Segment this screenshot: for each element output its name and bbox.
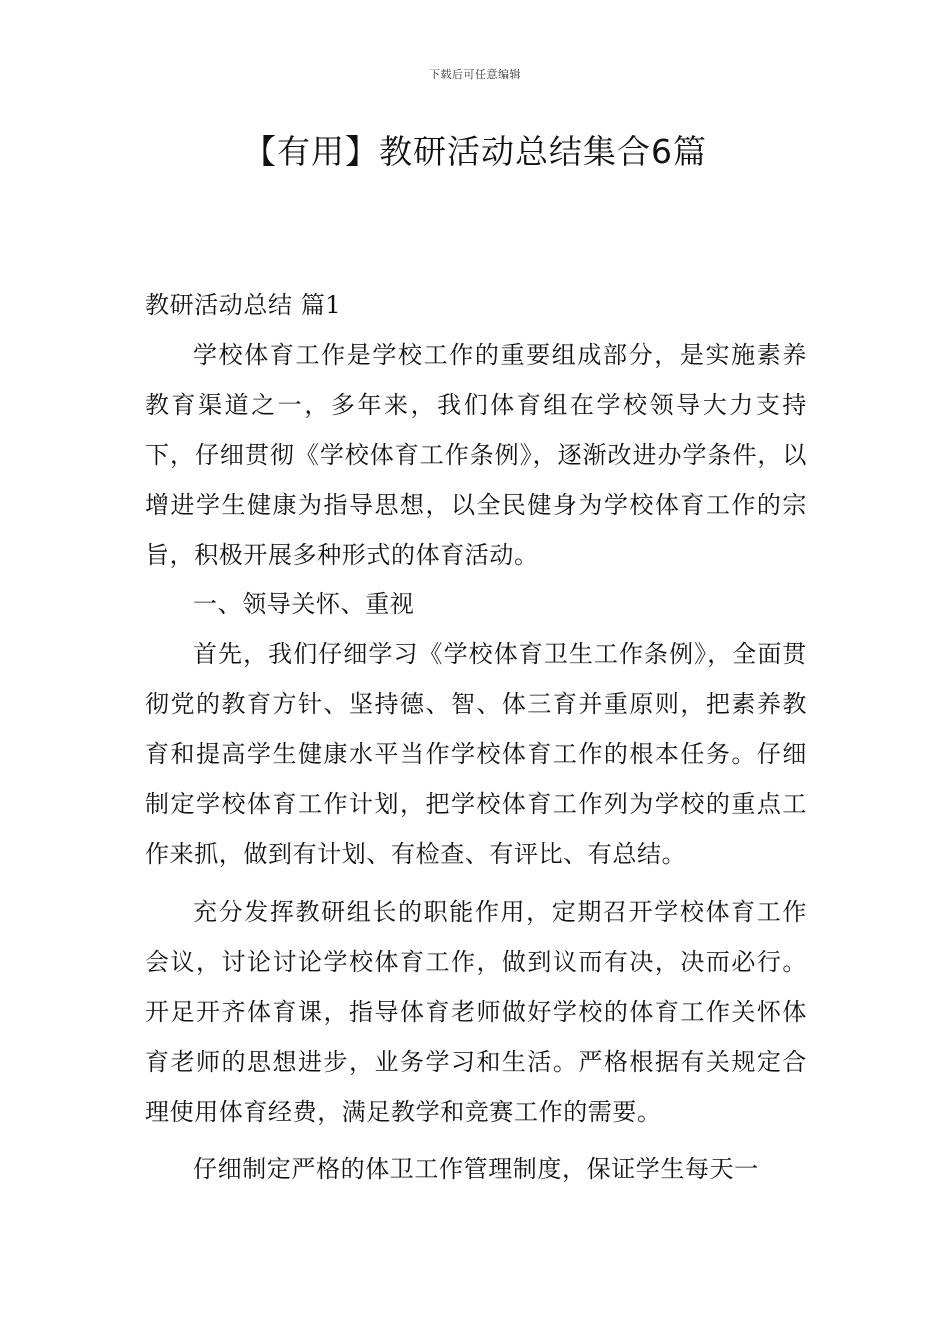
paragraph-second: 充分发挥教研组长的职能作用，定期召开学校体育工作会议，讨论讨论学校体育工作，做到议而有决，决而必行。开足开齐体育课，指导体育老师做好学校的体育工作关怀体育老师的思想进步，业务学习和生活。严格根据有关规定合理使用体育经费，满足教学和竞赛工作的需要。 (145, 897, 807, 1126)
document-title: 【有用】教研活动总结集合6篇 (243, 132, 707, 171)
paragraph-first: 首先，我们仔细学习《学校体育卫生工作条例》，全面贯彻党的教育方针、坚持德、智、体三育并重原则，把素养教育和提高学生健康水平当作学校体育工作的根本任务。仔细制定学校体育工作计划，把学校体育工作列为学校的重点工作来抓，做到有计划、有检查、有评比、有总结。 (145, 640, 807, 868)
paragraph-intro: 学校体育工作是学校工作的重要组成部分，是实施素养教育渠道之一，多年来，我们体育组在学校领导大力支持下，仔细贯彻《学校体育工作条例》，逐渐改进办学条件，以增进学生健康为指导思想，以全民健身为学校体育工作的宗旨，积极开展多种形式的体育活动。 (145, 340, 807, 569)
subheading-leadership: 一、领导关怀、重视 (193, 590, 415, 619)
document-body (145, 281, 807, 1195)
header-note: 下载后可任意编辑 (429, 68, 521, 81)
section-heading: 教研活动总结 篇1 (145, 291, 342, 319)
paragraph-third: 仔细制定严格的体卫工作管理制度，保证学生每天一 (193, 1155, 759, 1184)
